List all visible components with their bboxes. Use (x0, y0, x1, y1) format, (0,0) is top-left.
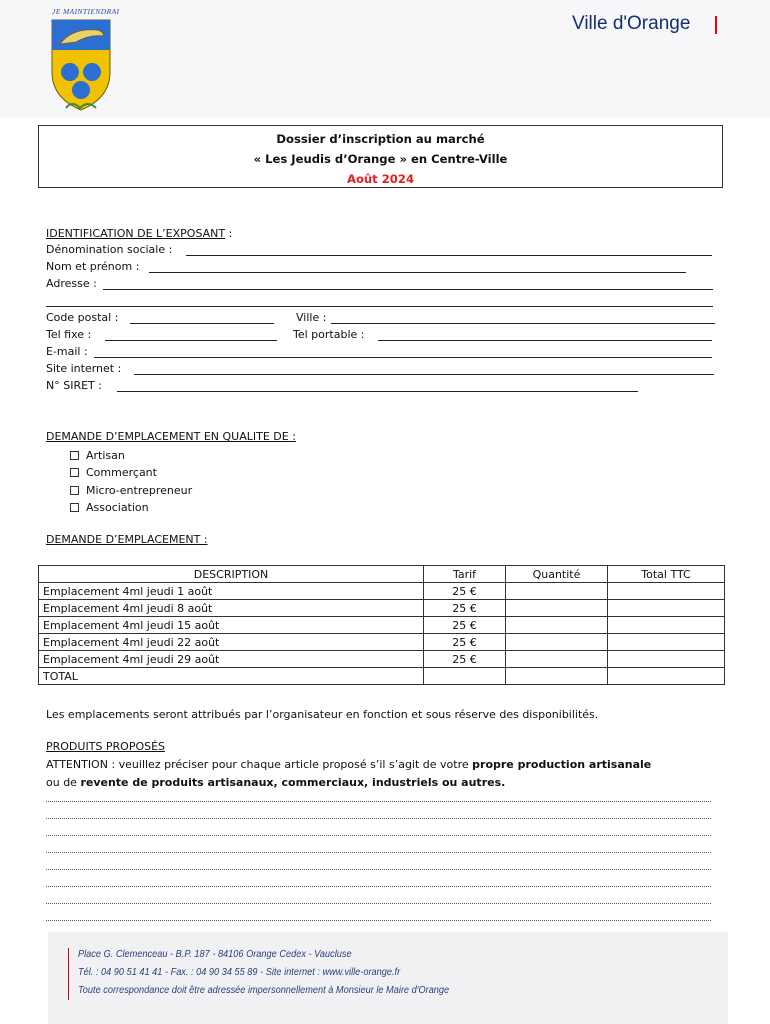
produits-line[interactable] (46, 852, 711, 853)
row-quantite-cell[interactable] (506, 617, 608, 634)
email-field[interactable] (94, 357, 712, 358)
row-total-cell[interactable] (608, 651, 725, 668)
row-description: Emplacement 4ml jeudi 15 août (39, 617, 424, 634)
siret-label: N° SIRET : (46, 379, 102, 392)
attention-line-1: ATTENTION : veuillez préciser pour chaque article proposé s’il s’agit de votre propre production artisanale (46, 758, 652, 771)
produits-line[interactable] (46, 903, 711, 904)
column-header-total: Total TTC (608, 566, 725, 583)
row-total-cell[interactable] (608, 617, 725, 634)
city-brand-logo: Ville d'Orange (572, 13, 691, 34)
row-description: Emplacement 4ml jeudi 22 août (39, 634, 424, 651)
footer-contact: Tél. : 04 90 51 41 41 - Fax. : 04 90 34 55 89 - Site internet : www.ville-orange.fr (78, 967, 401, 978)
row-quantite-cell[interactable] (506, 634, 608, 651)
siret-field[interactable] (117, 391, 638, 392)
tel-portable-field[interactable] (378, 340, 712, 341)
brand-accent-bar (715, 16, 717, 34)
column-header-tarif: Tarif (424, 566, 506, 583)
site-label: Site internet : (46, 362, 122, 375)
row-tarif: 25 € (424, 600, 506, 617)
column-header-description: DESCRIPTION (39, 566, 424, 583)
checkbox[interactable] (70, 451, 79, 460)
row-tarif: 25 € (424, 617, 506, 634)
denomination-label: Dénomination sociale : (46, 243, 173, 256)
nom-field[interactable] (149, 272, 686, 273)
total-quantite-cell[interactable] (506, 668, 608, 685)
option-artisan[interactable]: Artisan (70, 447, 192, 464)
document-title-box (38, 125, 723, 188)
tel-fixe-label: Tel fixe : (46, 328, 92, 341)
site-field[interactable] (134, 374, 714, 375)
produits-line[interactable] (46, 869, 711, 870)
identification-heading: IDENTIFICATION DE L’EXPOSANT : (46, 227, 233, 240)
row-tarif: 25 € (424, 583, 506, 600)
emplacement-note: Les emplacements seront attribués par l’organisateur en fonction et sous réserve des disponibilités. (46, 708, 599, 721)
title-line-3: Août 2024 (346, 172, 415, 186)
checkbox[interactable] (70, 468, 79, 477)
produits-line[interactable] (46, 835, 711, 836)
adresse-field[interactable] (103, 289, 713, 290)
produits-line[interactable] (46, 801, 711, 802)
column-header-quantite: Quantité (506, 566, 608, 583)
code-postal-label: Code postal : (46, 311, 119, 324)
footer-band (48, 932, 728, 1024)
produits-line[interactable] (46, 920, 711, 921)
coat-of-arms-icon (50, 18, 112, 119)
adresse-label: Adresse : (46, 277, 97, 290)
denomination-field[interactable] (186, 255, 712, 256)
row-total-cell[interactable] (608, 634, 725, 651)
tel-portable-label: Tel portable : (293, 328, 365, 341)
table-total-row (39, 668, 725, 685)
qualite-options (70, 447, 192, 516)
coat-of-arms-motto: JE MAINTIENDRAI (52, 7, 120, 16)
option-commercant[interactable]: Commerçant (70, 464, 192, 481)
checkbox[interactable] (70, 503, 79, 512)
title-line-1: Dossier d’inscription au marché (276, 132, 485, 146)
footer-accent-bar (68, 948, 69, 1000)
row-quantite-cell[interactable] (506, 600, 608, 617)
produits-line[interactable] (46, 818, 711, 819)
total-ttc-cell[interactable] (608, 668, 725, 685)
row-description: Emplacement 4ml jeudi 29 août (39, 651, 424, 668)
row-quantite-cell[interactable] (506, 583, 608, 600)
produits-line[interactable] (46, 886, 711, 887)
email-label: E-mail : (46, 345, 88, 358)
table-row (39, 617, 725, 634)
table-row (39, 651, 725, 668)
row-tarif: 25 € (424, 651, 506, 668)
checkbox[interactable] (70, 486, 79, 495)
emplacement-table (38, 565, 725, 685)
option-micro-entrepreneur[interactable]: Micro-entrepreneur (70, 482, 192, 499)
qualite-heading: DEMANDE D’EMPLACEMENT EN QUALITE DE : (46, 430, 296, 443)
produits-heading: PRODUITS PROPOSÉS (46, 740, 166, 753)
row-description: Emplacement 4ml jeudi 8 août (39, 600, 424, 617)
row-total-cell[interactable] (608, 600, 725, 617)
tel-fixe-field[interactable] (105, 340, 277, 341)
footer-correspondence: Toute correspondance doit être adressée impersonnellement à Monsieur le Maire d'Orange (78, 985, 450, 996)
emplacement-heading: DEMANDE D’EMPLACEMENT : (46, 533, 208, 546)
row-quantite-cell[interactable] (506, 651, 608, 668)
row-tarif: 25 € (424, 634, 506, 651)
title-line-2: « Les Jeudis d’Orange » en Centre-Ville (253, 152, 508, 166)
row-description: Emplacement 4ml jeudi 1 août (39, 583, 424, 600)
total-tarif-cell[interactable] (424, 668, 506, 685)
table-header-row (39, 566, 725, 583)
table-row (39, 600, 725, 617)
total-label: TOTAL (39, 668, 424, 685)
adresse-field-line-2[interactable] (46, 306, 713, 307)
nom-label: Nom et prénom : (46, 260, 140, 273)
attention-line-2: ou de revente de produits artisanaux, commerciaux, industriels ou autres. (46, 776, 506, 789)
table-row (39, 634, 725, 651)
ville-field[interactable] (331, 323, 715, 324)
table-row (39, 583, 725, 600)
option-association[interactable]: Association (70, 499, 192, 516)
ville-label: Ville : (296, 311, 327, 324)
row-total-cell[interactable] (608, 583, 725, 600)
code-postal-field[interactable] (130, 323, 274, 324)
footer-address: Place G. Clemenceau - B.P. 187 - 84106 Orange Cedex - Vaucluse (78, 949, 352, 960)
